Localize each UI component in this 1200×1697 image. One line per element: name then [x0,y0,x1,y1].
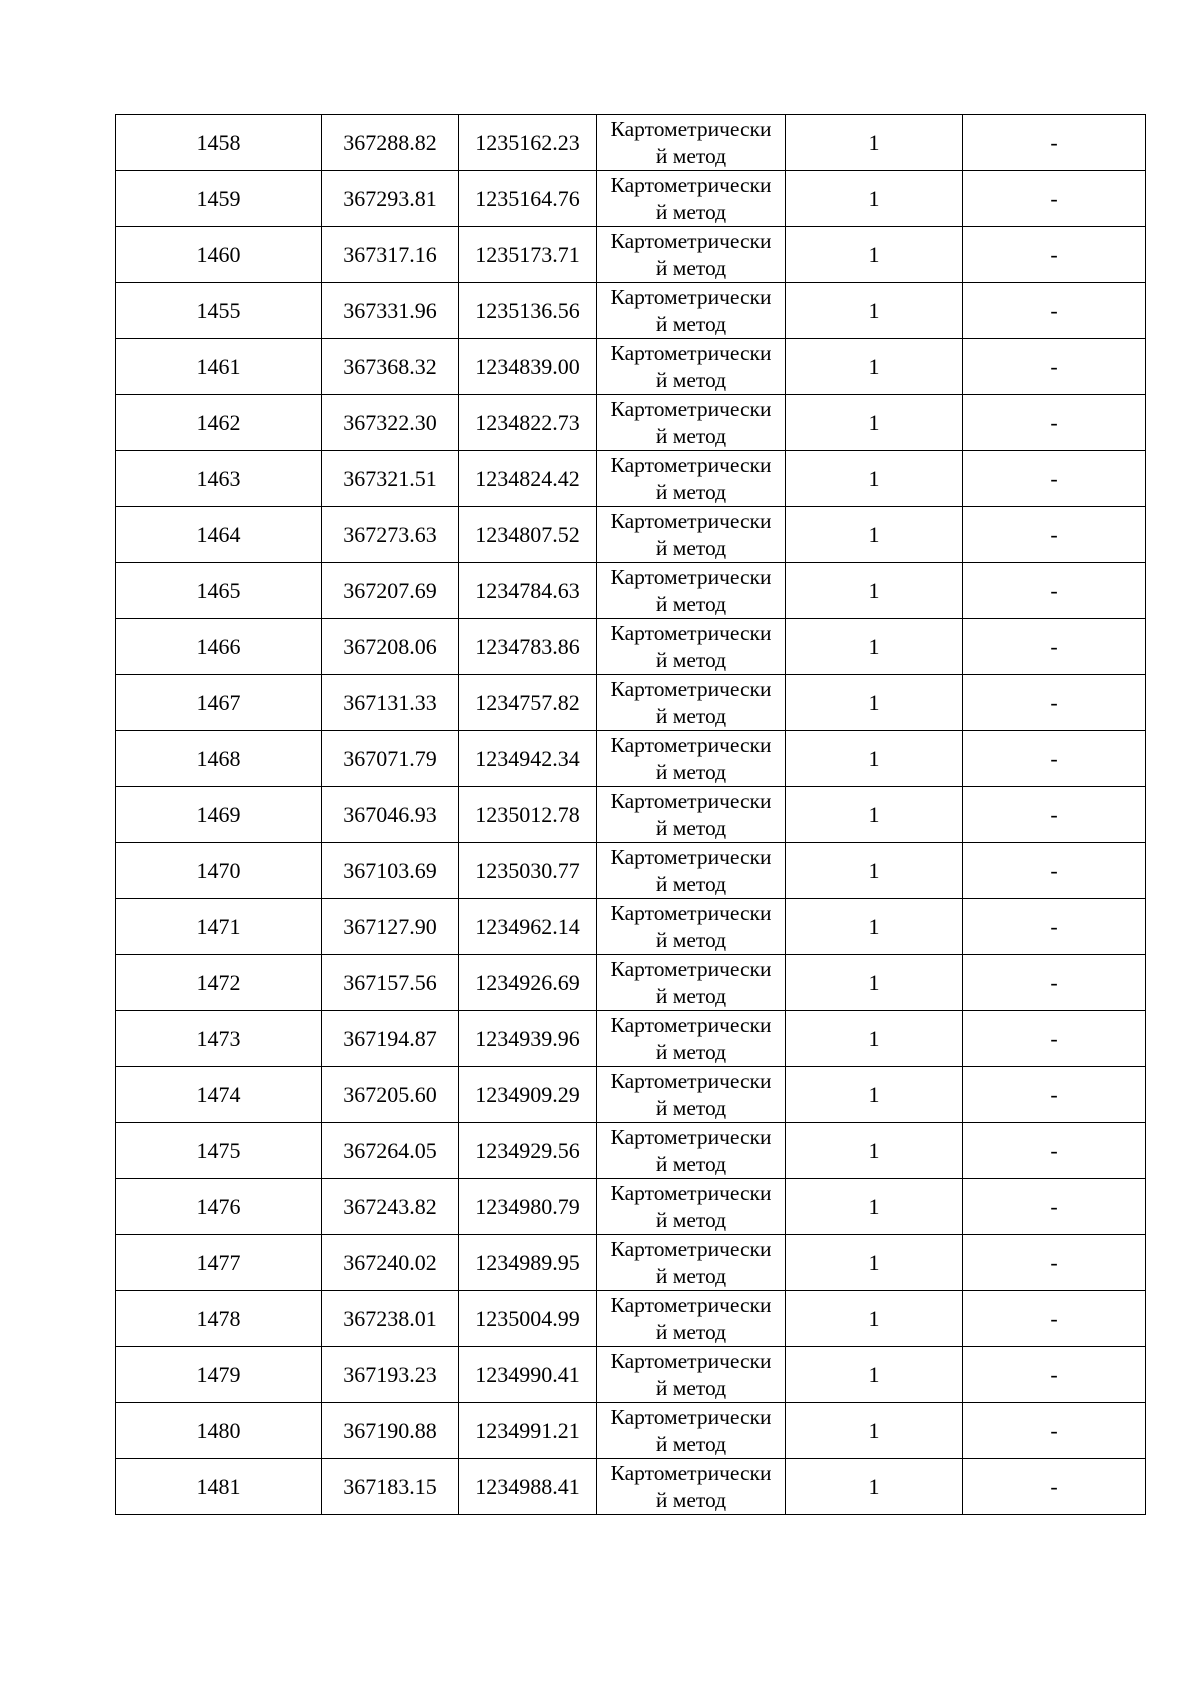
accuracy-cell: 1 [786,1291,963,1347]
note-cell: - [963,1459,1146,1515]
accuracy-cell: 1 [786,283,963,339]
note-cell: - [963,339,1146,395]
point-number-cell: 1477 [116,1235,322,1291]
accuracy-cell: 1 [786,1011,963,1067]
method-cell: Картометрически й метод [597,563,786,619]
x-coordinate-cell: 367321.51 [322,451,459,507]
table-row [116,1067,1146,1123]
y-coordinate-cell: 1234989.95 [459,1235,597,1291]
note-cell: - [963,1011,1146,1067]
note-cell: - [963,787,1146,843]
y-coordinate-cell: 1234909.29 [459,1067,597,1123]
y-coordinate-cell: 1234988.41 [459,1459,597,1515]
point-number-cell: 1479 [116,1347,322,1403]
x-coordinate-cell: 367240.02 [322,1235,459,1291]
point-number-cell: 1481 [116,1459,322,1515]
note-cell: - [963,1235,1146,1291]
x-coordinate-cell: 367243.82 [322,1179,459,1235]
method-cell: Картометрически й метод [597,1011,786,1067]
note-cell: - [963,1403,1146,1459]
accuracy-cell: 1 [786,843,963,899]
note-cell: - [963,227,1146,283]
x-coordinate-cell: 367194.87 [322,1011,459,1067]
point-number-cell: 1476 [116,1179,322,1235]
accuracy-cell: 1 [786,955,963,1011]
x-coordinate-cell: 367207.69 [322,563,459,619]
y-coordinate-cell: 1234757.82 [459,675,597,731]
table-row [116,899,1146,955]
accuracy-cell: 1 [786,1067,963,1123]
x-coordinate-cell: 367238.01 [322,1291,459,1347]
accuracy-cell: 1 [786,675,963,731]
method-cell: Картометрически й метод [597,227,786,283]
accuracy-cell: 1 [786,1123,963,1179]
y-coordinate-cell: 1235162.23 [459,115,597,171]
accuracy-cell: 1 [786,1235,963,1291]
y-coordinate-cell: 1234824.42 [459,451,597,507]
x-coordinate-cell: 367193.23 [322,1347,459,1403]
point-number-cell: 1461 [116,339,322,395]
accuracy-cell: 1 [786,787,963,843]
method-cell: Картометрически й метод [597,1459,786,1515]
method-cell: Картометрически й метод [597,1067,786,1123]
x-coordinate-cell: 367103.69 [322,843,459,899]
point-number-cell: 1475 [116,1123,322,1179]
point-number-cell: 1474 [116,1067,322,1123]
point-number-cell: 1472 [116,955,322,1011]
note-cell: - [963,1291,1146,1347]
table-row [116,955,1146,1011]
note-cell: - [963,563,1146,619]
point-number-cell: 1464 [116,507,322,563]
note-cell: - [963,171,1146,227]
method-cell: Картометрически й метод [597,787,786,843]
table-row [116,115,1146,171]
accuracy-cell: 1 [786,619,963,675]
accuracy-cell: 1 [786,731,963,787]
accuracy-cell: 1 [786,899,963,955]
x-coordinate-cell: 367046.93 [322,787,459,843]
coordinates-table [115,114,1146,1515]
method-cell: Картометрически й метод [597,395,786,451]
method-cell: Картометрически й метод [597,339,786,395]
method-cell: Картометрически й метод [597,451,786,507]
y-coordinate-cell: 1234783.86 [459,619,597,675]
method-cell: Картометрически й метод [597,1235,786,1291]
accuracy-cell: 1 [786,395,963,451]
point-number-cell: 1463 [116,451,322,507]
method-cell: Картометрически й метод [597,283,786,339]
accuracy-cell: 1 [786,115,963,171]
y-coordinate-cell: 1234962.14 [459,899,597,955]
point-number-cell: 1455 [116,283,322,339]
point-number-cell: 1458 [116,115,322,171]
table-row [116,1403,1146,1459]
table-row [116,1235,1146,1291]
method-cell: Картометрически й метод [597,731,786,787]
note-cell: - [963,843,1146,899]
point-number-cell: 1468 [116,731,322,787]
accuracy-cell: 1 [786,339,963,395]
y-coordinate-cell: 1235164.76 [459,171,597,227]
table-row [116,171,1146,227]
point-number-cell: 1462 [116,395,322,451]
note-cell: - [963,451,1146,507]
table-row [116,1179,1146,1235]
method-cell: Картометрически й метод [597,1347,786,1403]
point-number-cell: 1473 [116,1011,322,1067]
method-cell: Картометрически й метод [597,171,786,227]
table-row [116,843,1146,899]
note-cell: - [963,675,1146,731]
accuracy-cell: 1 [786,451,963,507]
point-number-cell: 1469 [116,787,322,843]
table-row [116,1123,1146,1179]
x-coordinate-cell: 367157.56 [322,955,459,1011]
x-coordinate-cell: 367331.96 [322,283,459,339]
y-coordinate-cell: 1234991.21 [459,1403,597,1459]
accuracy-cell: 1 [786,1459,963,1515]
y-coordinate-cell: 1235173.71 [459,227,597,283]
table-row [116,1459,1146,1515]
method-cell: Картометрически й метод [597,1123,786,1179]
accuracy-cell: 1 [786,507,963,563]
table-row [116,1291,1146,1347]
method-cell: Картометрически й метод [597,619,786,675]
y-coordinate-cell: 1234942.34 [459,731,597,787]
table-row [116,283,1146,339]
point-number-cell: 1478 [116,1291,322,1347]
accuracy-cell: 1 [786,171,963,227]
y-coordinate-cell: 1234980.79 [459,1179,597,1235]
method-cell: Картометрически й метод [597,675,786,731]
note-cell: - [963,1067,1146,1123]
x-coordinate-cell: 367131.33 [322,675,459,731]
note-cell: - [963,395,1146,451]
y-coordinate-cell: 1234807.52 [459,507,597,563]
y-coordinate-cell: 1234990.41 [459,1347,597,1403]
table-row [116,227,1146,283]
note-cell: - [963,283,1146,339]
note-cell: - [963,1347,1146,1403]
method-cell: Картометрически й метод [597,507,786,563]
note-cell: - [963,899,1146,955]
x-coordinate-cell: 367183.15 [322,1459,459,1515]
method-cell: Картометрически й метод [597,1403,786,1459]
method-cell: Картометрически й метод [597,1179,786,1235]
point-number-cell: 1460 [116,227,322,283]
x-coordinate-cell: 367205.60 [322,1067,459,1123]
table-row [116,1347,1146,1403]
table-row [116,1011,1146,1067]
y-coordinate-cell: 1235012.78 [459,787,597,843]
note-cell: - [963,619,1146,675]
x-coordinate-cell: 367322.30 [322,395,459,451]
y-coordinate-cell: 1234926.69 [459,955,597,1011]
table-row [116,619,1146,675]
y-coordinate-cell: 1235030.77 [459,843,597,899]
y-coordinate-cell: 1234839.00 [459,339,597,395]
y-coordinate-cell: 1234939.96 [459,1011,597,1067]
method-cell: Картометрически й метод [597,955,786,1011]
table-row [116,563,1146,619]
accuracy-cell: 1 [786,563,963,619]
y-coordinate-cell: 1234822.73 [459,395,597,451]
point-number-cell: 1465 [116,563,322,619]
accuracy-cell: 1 [786,1403,963,1459]
table-row [116,731,1146,787]
table-row [116,451,1146,507]
table-row [116,787,1146,843]
point-number-cell: 1470 [116,843,322,899]
table-row [116,339,1146,395]
method-cell: Картометрически й метод [597,843,786,899]
table-row [116,507,1146,563]
accuracy-cell: 1 [786,1179,963,1235]
note-cell: - [963,115,1146,171]
x-coordinate-cell: 367264.05 [322,1123,459,1179]
x-coordinate-cell: 367071.79 [322,731,459,787]
x-coordinate-cell: 367127.90 [322,899,459,955]
method-cell: Картометрически й метод [597,115,786,171]
y-coordinate-cell: 1235004.99 [459,1291,597,1347]
point-number-cell: 1466 [116,619,322,675]
note-cell: - [963,731,1146,787]
x-coordinate-cell: 367288.82 [322,115,459,171]
y-coordinate-cell: 1234784.63 [459,563,597,619]
note-cell: - [963,955,1146,1011]
note-cell: - [963,507,1146,563]
table-body [116,115,1146,1515]
method-cell: Картометрически й метод [597,1291,786,1347]
x-coordinate-cell: 367368.32 [322,339,459,395]
x-coordinate-cell: 367208.06 [322,619,459,675]
point-number-cell: 1480 [116,1403,322,1459]
point-number-cell: 1459 [116,171,322,227]
y-coordinate-cell: 1234929.56 [459,1123,597,1179]
note-cell: - [963,1179,1146,1235]
y-coordinate-cell: 1235136.56 [459,283,597,339]
table-row [116,675,1146,731]
x-coordinate-cell: 367273.63 [322,507,459,563]
point-number-cell: 1467 [116,675,322,731]
accuracy-cell: 1 [786,227,963,283]
x-coordinate-cell: 367293.81 [322,171,459,227]
point-number-cell: 1471 [116,899,322,955]
table-row [116,395,1146,451]
note-cell: - [963,1123,1146,1179]
accuracy-cell: 1 [786,1347,963,1403]
method-cell: Картометрически й метод [597,899,786,955]
x-coordinate-cell: 367317.16 [322,227,459,283]
x-coordinate-cell: 367190.88 [322,1403,459,1459]
